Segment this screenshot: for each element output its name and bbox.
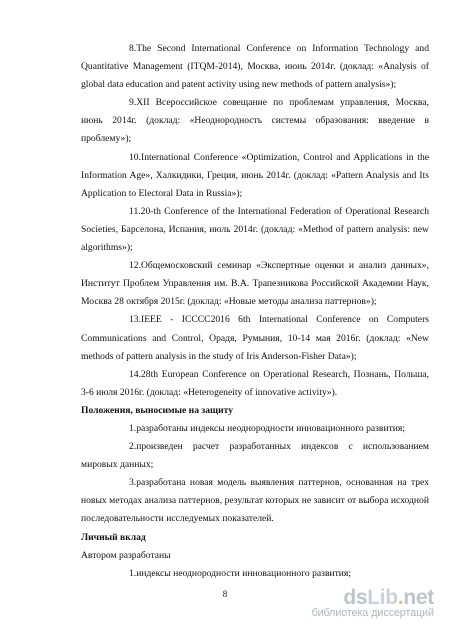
item-text: IEEE - ICCCC2016 6th International Conference on Computers Communications and Control, Орадя, Румыния, 10-14 мая 2016г. (доклад: «New methods of pattern analysis in the study of Iris Anderson-Fisher Data»); — [81, 314, 429, 362]
item-number: 3. — [129, 477, 137, 489]
item-number: 1. — [129, 567, 137, 579]
list-item — [81, 203, 429, 257]
item-text: 20-th Conference of the International Federation of Operational Research Societies, Барселона, Испания, июль 2014г. (доклад: «Method of pattern analysis: new algorithms»); — [81, 205, 429, 254]
section-intro: Автором разработаны — [81, 549, 171, 561]
item-number: 10. — [129, 151, 141, 163]
section-heading-contribution: Личный вклад — [81, 531, 146, 543]
item-number: 9. — [129, 97, 137, 109]
logo-part: ds — [343, 586, 368, 609]
item-text: Общемосковский семинар «Экспертные оценки и анализ данных», Институт Проблем Управления им. В.А. Трапезникова Российской Академии Наук, Москва 28 октября 2015г. (доклад: «Новые методы анализа паттернов»); — [81, 260, 429, 308]
list-item — [81, 149, 429, 203]
logo-part: Lib — [367, 586, 398, 609]
item-number: 8. — [129, 43, 137, 54]
item-number: 2. — [129, 441, 137, 453]
page-content — [81, 40, 429, 583]
item-text: произведен расчет разработанных индексов с использованием мировых данных; — [81, 441, 429, 471]
item-number: 12. — [129, 260, 141, 272]
list-item — [81, 311, 429, 365]
item-text: индексы неоднородности инновационного развития; — [136, 567, 352, 579]
list-item — [81, 474, 429, 528]
watermark — [312, 586, 434, 619]
item-number: 14. — [129, 368, 141, 380]
item-number: 1. — [129, 422, 137, 434]
list-item — [81, 366, 429, 402]
watermark-subtitle: библиотека диссертаций — [311, 607, 434, 619]
list-item — [81, 420, 429, 438]
item-text: The Second International Conference on Information Technology and Quantitative Management (ITQM-2014), Москва, июнь 2014г. (доклад: «Analysis of global data education and patent activity using new methods of pattern analysis»); — [81, 43, 429, 91]
logo-part: net — [403, 586, 434, 609]
item-text: разработаны индексы неоднородности инновационного развития; — [136, 422, 406, 434]
item-text: разработана новая модель выявления паттернов, основанная на трех новых методах анализа паттернов, результат которых не зависит от выбора исходной последовательности исследуемых показателей. — [81, 477, 429, 525]
list-item — [81, 438, 429, 474]
item-number: 13. — [129, 314, 141, 326]
item-text: XII Всероссийское совещание по проблемам управления, Москва, июнь 2014г. (доклад: «Неоднородность системы образования: введение в проблему»); — [81, 97, 429, 145]
section-heading-defense: Положения, выносимые на защиту — [81, 404, 234, 416]
logo-part: . — [397, 586, 404, 609]
page-number: 8 — [222, 589, 228, 599]
list-item — [81, 257, 429, 311]
list-item — [81, 40, 429, 94]
item-text: International Conference «Optimization, Control and Applications in the Information Age», Халкидики, Греция, июнь 2014г. (доклад: «Pattern Analysis and Its Application to Electoral Data in Russia»); — [81, 151, 429, 199]
item-text: 28th European Conference on Operational Research, Познань, Польша, 3-6 июля 2016г. (доклад: «Heterogeneity of innovative activity»). — [81, 368, 429, 398]
item-number: 11. — [129, 205, 141, 217]
list-item — [81, 94, 429, 148]
